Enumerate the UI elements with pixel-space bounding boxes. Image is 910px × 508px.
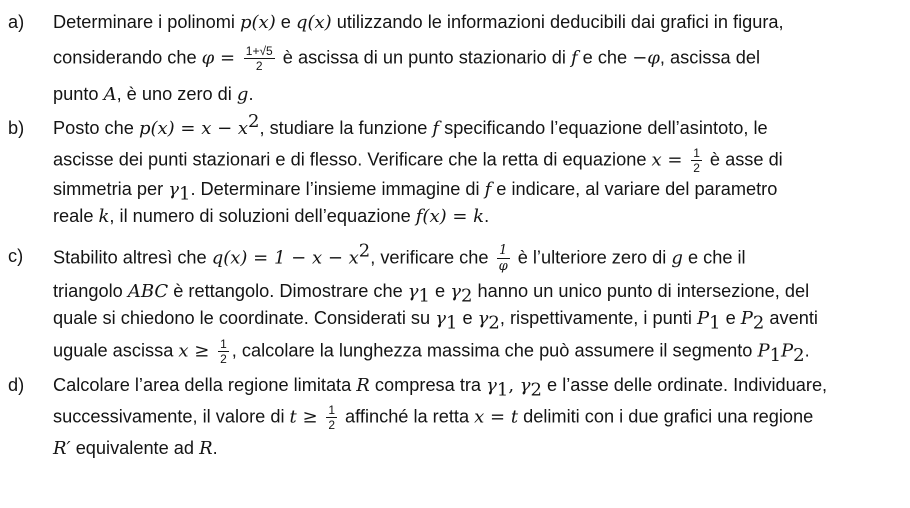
math-f: f <box>484 179 492 200</box>
fraction-numerator: 1 <box>220 337 227 351</box>
fraction-phi <box>244 45 275 72</box>
text: successivamente, il valore di <box>53 406 290 427</box>
math-x-ge: x ≥ <box>178 340 216 362</box>
text: . Determinare l’insieme immagine di <box>190 179 485 199</box>
math-k: k <box>98 206 110 227</box>
text: e l’asse delle ordinate. Individuare, <box>542 375 828 395</box>
text: e <box>720 308 741 328</box>
text: , è uno zero di <box>116 84 237 104</box>
text: , studiare la funzione <box>259 118 433 138</box>
text: punto <box>53 84 104 104</box>
exponent: 2 <box>248 110 260 132</box>
math-g: g <box>671 247 683 269</box>
math-t-ge: t ≥ <box>289 406 324 428</box>
text: , ascissa del <box>659 47 760 68</box>
subscript: 2 <box>488 312 500 334</box>
math-x-eq: x = <box>651 149 689 171</box>
fraction-denominator: 2 <box>328 418 335 432</box>
text: è asse di <box>704 149 783 170</box>
text: reale <box>53 206 99 226</box>
math-q-eq: q(x) = 1 − x − x <box>211 247 359 269</box>
item-c-line-1 <box>53 240 746 274</box>
subscript: 2 <box>460 285 473 307</box>
text: è rettangolo. Dimostrare che <box>168 281 408 301</box>
item-c-line-3 <box>53 306 818 334</box>
math-phi: φ = <box>201 47 241 69</box>
text: Posto che <box>53 118 139 138</box>
exponent: 2 <box>358 240 371 262</box>
math-P: P <box>781 340 794 362</box>
fraction-numerator: 1 <box>328 403 335 417</box>
subscript: 1 <box>769 344 782 366</box>
text: , il numero di soluzioni dell’equazione <box>109 206 416 226</box>
text: quale si chiedono le coordinate. Considerati su <box>53 308 436 328</box>
math-gamma: γ <box>435 308 446 329</box>
text: considerando che <box>53 47 202 68</box>
item-b-line-2 <box>53 147 783 174</box>
text: Stabilito altresì che <box>53 247 212 268</box>
math-q: q(x) <box>295 12 332 33</box>
text: e <box>457 308 478 328</box>
math-gamma: γ <box>486 375 497 396</box>
text: Calcolare l’area della regione limitata <box>53 375 357 395</box>
item-c-line-4 <box>53 338 810 365</box>
text: uguale ascissa <box>53 340 179 361</box>
item-b-line-3 <box>53 177 778 205</box>
item-b-label: b) <box>8 118 25 138</box>
math-p-eq: p(x) = x − x <box>138 118 249 139</box>
text: . <box>248 84 254 104</box>
math-gamma: γ <box>168 179 179 200</box>
math-x-eq-t: x = t <box>474 406 519 428</box>
text: e indicare, al variare del parametro <box>491 179 778 199</box>
text: utilizzando le informazioni deducibili dai grafici in figura, <box>331 12 784 32</box>
text: aventi <box>764 308 818 328</box>
math-gamma: γ <box>407 281 419 302</box>
text: è ascissa di un punto stazionario di <box>277 47 571 68</box>
subscript: 2 <box>752 312 765 334</box>
text: . <box>804 340 810 361</box>
math-abc: ABC <box>127 281 169 302</box>
text: . <box>484 206 490 226</box>
text: e che il <box>682 247 746 268</box>
fraction-half <box>691 147 702 174</box>
text: affinché la retta <box>340 406 475 427</box>
text: triangolo <box>53 281 128 301</box>
math-g: g <box>236 84 249 105</box>
item-c-line-2 <box>53 279 810 307</box>
text: compresa tra <box>369 375 487 395</box>
text: ascisse dei punti stazionari e di flesso. Verificare che la retta di equazione <box>53 149 652 170</box>
item-d-line-2 <box>53 404 813 431</box>
math-gamma: γ <box>450 281 461 302</box>
subscript: 1 <box>178 183 191 205</box>
text: , rispettivamente, i punti <box>499 308 697 328</box>
math-p: p(x) <box>240 12 276 33</box>
subscript: 1 <box>445 312 458 334</box>
math-P: P <box>740 308 753 329</box>
math-R: R <box>199 438 213 459</box>
text: , calcolare la lunghezza massima che può assumere il segmento <box>231 340 758 361</box>
fraction-inverse-phi <box>497 244 510 273</box>
text: e <box>275 12 296 32</box>
fraction-denominator: φ <box>498 259 508 274</box>
text: equivalente ad <box>70 438 200 458</box>
fraction-denominator: 2 <box>220 352 227 366</box>
subscript: 1 <box>709 312 721 334</box>
math-P: P <box>696 308 710 329</box>
text: . <box>212 438 218 458</box>
item-d-line-1 <box>53 373 828 401</box>
math-f: f <box>570 47 578 69</box>
subscript: 1 <box>418 285 430 307</box>
text: delimiti con i due grafici una regione <box>518 406 814 427</box>
item-b-line-1 <box>53 110 768 141</box>
item-a-line-1 <box>53 10 784 35</box>
item-a-line-3 <box>53 82 254 107</box>
math-A: A <box>103 84 117 105</box>
text: e <box>429 281 451 301</box>
math-gamma: γ <box>519 375 531 396</box>
item-d-line-3 <box>53 436 218 461</box>
fraction-half <box>326 404 337 431</box>
subscript: 1 <box>496 379 509 401</box>
item-a-label: a) <box>8 12 25 32</box>
fraction-denominator: 2 <box>255 59 263 73</box>
math-f-eq-k: f(x) = k <box>415 206 485 227</box>
item-a-line-2 <box>53 45 760 72</box>
text: e che <box>577 47 633 68</box>
math-R: R <box>356 375 370 396</box>
math-R-prime: R′ <box>53 438 71 459</box>
text: simmetria per <box>53 179 169 199</box>
math-negphi: −φ <box>632 47 660 69</box>
subscript: 2 <box>793 344 805 366</box>
fraction-numerator: 1+√5 <box>245 44 273 58</box>
item-b-line-4 <box>53 204 489 229</box>
text: Determinare i polinomi <box>53 12 240 32</box>
fraction-numerator: 1 <box>693 146 700 160</box>
text: è l’ulteriore zero di <box>512 247 672 268</box>
text: hanno un unico punto di intersezione, del <box>472 281 810 301</box>
math-gamma: γ <box>477 308 489 329</box>
math-f: f <box>432 118 440 139</box>
item-c-label: c) <box>8 246 24 266</box>
text: specificando l’equazione dell’asintoto, le <box>439 118 768 138</box>
fraction-denominator: 2 <box>693 161 700 175</box>
text: , verificare che <box>370 247 494 268</box>
text: , <box>508 375 520 396</box>
fraction-numerator: 1 <box>497 244 510 259</box>
math-P: P <box>757 340 770 362</box>
item-d-label: d) <box>8 375 25 395</box>
subscript: 2 <box>530 379 542 401</box>
fraction-half <box>218 338 229 365</box>
